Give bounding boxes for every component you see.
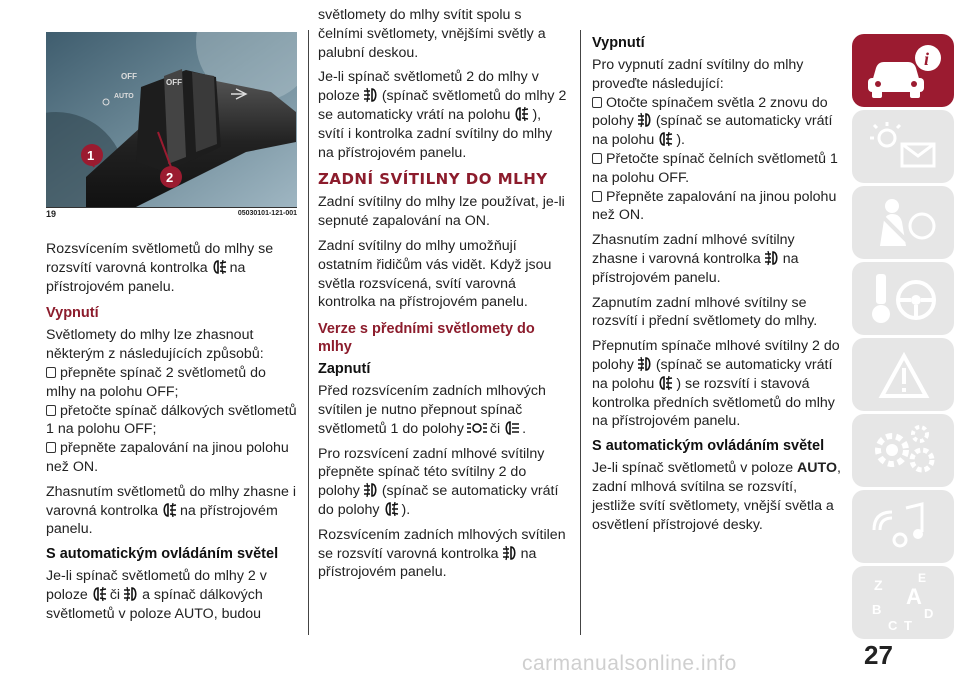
- fog-lamp-rear-icon: [361, 87, 381, 103]
- col2-p1: Zadní svítilny do mlhy lze používat, je-li sepnuté zapalování na ON.: [318, 194, 565, 230]
- col2-zapnuti-title: Zapnutí: [318, 361, 371, 378]
- column-1: [46, 240, 298, 630]
- checkbox-icon: [592, 153, 602, 164]
- col2-verze-title: Verze s předními světlomety do mlhy: [318, 321, 535, 356]
- svg-text:i: i: [924, 49, 930, 69]
- stalk-off-label-2: OFF: [166, 78, 182, 87]
- fog-lamp-rear-icon: [635, 112, 655, 128]
- parking-light-icon: [465, 420, 489, 436]
- col3-bullet-2: Přetočte spínač čelních světlometů 1 na polohu OFF.: [592, 150, 838, 186]
- fog-lamp-rear-icon: [500, 545, 520, 561]
- fog-lamp-rear-icon: [635, 356, 655, 372]
- col1-bullet-3: přepněte zapalování na jinou polohu než ON.: [46, 440, 289, 475]
- col2-p2: Zadní svítilny do mlhy umožňují ostatním řidičům vás vidět. Když jsou světla rozsvícená, svítí varovná kontrolka na přístrojovém panelu.: [318, 237, 552, 311]
- column-divider-1: [308, 30, 309, 635]
- sidebar-tab-dashboard[interactable]: [852, 34, 954, 107]
- sidebar-tab-safety[interactable]: [852, 186, 954, 259]
- fog-lamp-front-icon: [159, 502, 179, 518]
- svg-text:Z: Z: [874, 577, 883, 593]
- gears-icon: [852, 414, 954, 487]
- sidebar-tab-index[interactable]: [852, 566, 954, 639]
- headlamp-icon: [501, 420, 521, 436]
- col2-zap: Před rozsvícením zadních mlhových svítilen je nutno přepnout spínač světlometů 1 do polohy či .: [318, 383, 546, 437]
- svg-text:E: E: [918, 571, 927, 585]
- sidebar-tab-lights[interactable]: [852, 110, 954, 183]
- col2-poloze: Je-li spínač světlometů 2 do mlhy v poloze (spínač světlometů do mlhy 2 se automaticky vrátí na polohu ), svítí i kontrolka zadní svítilny do mlhy na přístrojovém panelu.: [318, 69, 567, 161]
- watermark: carmanualsonline.info: [522, 652, 737, 675]
- sidebar-tab-multimedia[interactable]: [852, 490, 954, 563]
- col3-p1: Zhasnutím zadní mlhové svítilny zhasne i varovná kontrolka na přístrojovém panelu.: [592, 232, 799, 286]
- fog-lamp-front-icon: [89, 586, 109, 602]
- svg-text:C: C: [888, 618, 898, 633]
- section-title: ZADNÍ SVÍTILNY DO MLHY: [318, 170, 548, 189]
- fog-lamp-front-icon: [381, 501, 401, 517]
- sidebar-tab-driving[interactable]: [852, 262, 954, 335]
- fog-lamp-rear-icon: [762, 250, 782, 266]
- col1-vypnuti-title: Vypnutí: [46, 305, 99, 322]
- svg-text:B: B: [872, 602, 882, 617]
- col2-roz2: Rozsvícením zadních mlhových svítilen se rozsvítí varovná kontrolka na přístrojovém panelu.: [318, 526, 566, 581]
- stalk-off-label-1: OFF: [121, 72, 137, 81]
- sidebar-tab-maintenance[interactable]: [852, 414, 954, 487]
- callout-1: 1: [87, 148, 95, 163]
- index-letters-icon: [852, 566, 954, 639]
- figure-code: 05030101-121-001: [237, 210, 297, 217]
- col1-bullet-2: přetočte spínač dálkových světlometů 1 na polohu OFF;: [46, 402, 297, 438]
- col3-auto-text: Je-li spínač světlometů v poloze AUTO, zadní mlhová svítilna se rozsvítí, jestliže svítí světlomety, vnější světla a osvětlení přístrojové desky.: [592, 460, 841, 533]
- figure-caption: [46, 209, 297, 221]
- figure-photo: [46, 32, 297, 207]
- column-divider-2: [580, 30, 581, 635]
- fog-lamp-front-icon: [655, 131, 675, 147]
- checkbox-icon: [592, 97, 602, 108]
- svg-text:T: T: [904, 618, 912, 633]
- key-wheel-icon: [852, 262, 954, 335]
- checkbox-icon: [46, 405, 56, 416]
- seatbelt-icon: [852, 186, 954, 259]
- col3-bullet-1: Otočte spínačem světla 2 znovu do polohy (spínač se automaticky vrátí na polohu ).: [592, 94, 833, 149]
- col3-bullet-3: Přepněte zapalování na jinou polohu než ON.: [592, 188, 837, 224]
- col3-p2: Zapnutím zadní mlhové svítilny se rozsvítí i přední světlomety do mlhy.: [592, 294, 818, 330]
- col1-bullet-1: přepněte spínač 2 světlometů do mlhy na polohu OFF;: [46, 364, 266, 400]
- column-2: [318, 6, 570, 588]
- car-info-icon: [852, 34, 954, 107]
- col1-intro: Rozsvícením světlometů do mlhy se rozsvítí varovná kontrolka na přístrojovém panelu.: [46, 241, 274, 295]
- fog-lamp-front-icon: [511, 106, 531, 122]
- page-number: 27: [864, 640, 893, 670]
- col1-auto-title: S automatickým ovládáním světel: [46, 546, 279, 563]
- col2-roz: Pro rozsvícení zadní mlhové svítilny přepněte spínač této svítilny 2 do polohy (spínač se automaticky vrátí do polohy ).: [318, 445, 559, 518]
- checkbox-icon: [46, 442, 56, 453]
- col2-cont-text: světlomety do mlhy svítit spolu s čelními světlomety, vnějšími světly a palubní deskou.: [318, 7, 546, 61]
- checkbox-icon: [592, 191, 602, 202]
- figure-number: 19: [46, 209, 57, 219]
- svg-text:A: A: [906, 584, 922, 609]
- fog-lamp-rear-icon: [121, 586, 141, 602]
- col1-vypnuti-text: Světlomety do mlhy lze zhasnout některým z následujících způsobů:: [46, 327, 264, 363]
- col1-zhasnutim: Zhasnutím světlometů do mlhy zhasne i varovná kontrolka na přístrojovém panelu.: [46, 483, 296, 538]
- svg-text:D: D: [924, 606, 934, 621]
- fog-lamp-front-icon: [655, 375, 675, 391]
- checkbox-icon: [46, 367, 56, 378]
- column-3: [592, 34, 842, 540]
- col3-auto-title: S automatickým ovládáním světel: [592, 438, 825, 455]
- col3-vypnuti-title: Vypnutí: [592, 35, 645, 51]
- stalk-auto-label: AUTO: [114, 93, 134, 100]
- sidebar-tab-emergency[interactable]: [852, 338, 954, 411]
- col1-auto-text: Je-li spínač světlometů do mlhy 2 v poloze či a spínač dálkových světlometů v poloze AUTO, budou: [46, 568, 267, 622]
- fog-lamp-front-icon: [209, 259, 229, 275]
- col3-intro: Pro vypnutí zadní svítilny do mlhy proveďte následující:: [592, 57, 804, 92]
- media-icon: [852, 490, 954, 563]
- light-mail-icon: [852, 110, 954, 183]
- fog-lamp-rear-icon: [361, 482, 381, 498]
- callout-2: 2: [166, 170, 174, 185]
- warning-icon: [852, 338, 954, 411]
- col3-p3: Přepnutím spínače mlhové svítilny 2 do polohy (spínač se automaticky vrátí na polohu ) se rozsvítí i stavová kontrolka předních světlometů do mlhy na přístrojovém panelu.: [592, 338, 840, 430]
